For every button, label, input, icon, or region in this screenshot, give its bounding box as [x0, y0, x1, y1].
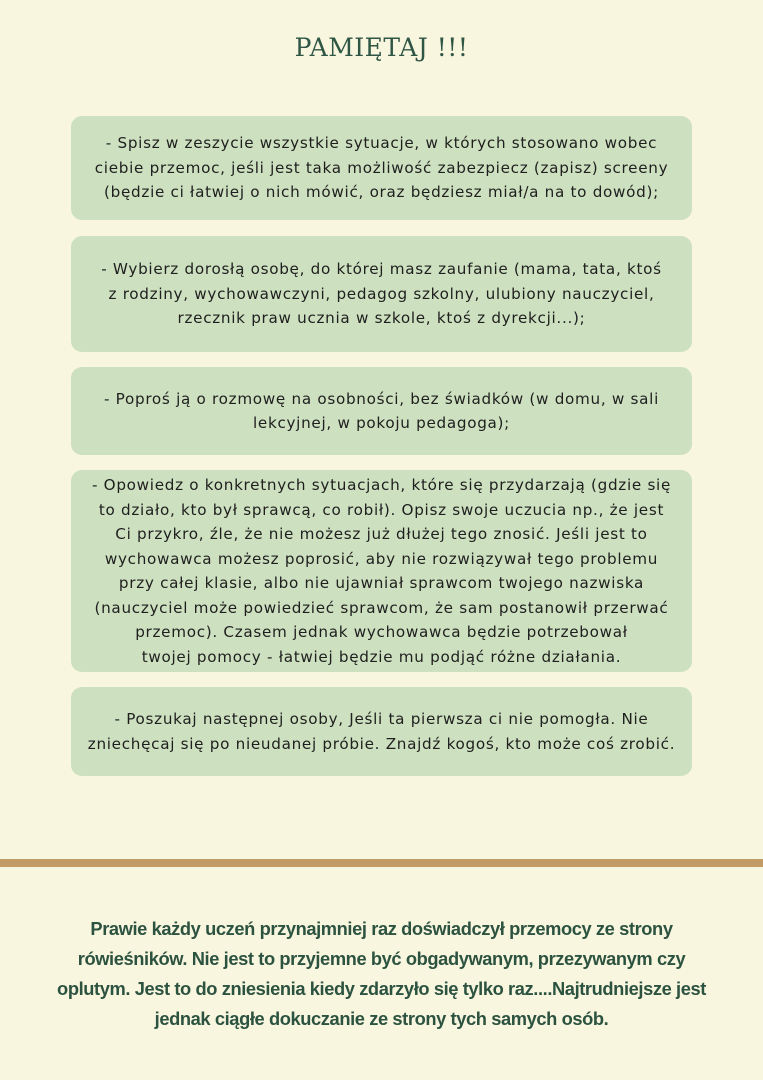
section-divider [0, 859, 763, 867]
tip-box-find-next-person: - Poszukaj następnej osoby, Jeśli ta pierwsza ci nie pomogła. Nie zniechęcaj się po nieudanej próbie. Znajdź kogoś, kto może coś zrobić. [71, 687, 692, 776]
tip-box-record-situations: - Spisz w zeszycie wszystkie sytuacje, w których stosowano wobec ciebie przemoc, jeśli jest taka możliwość zabezpiecz (zapisz) screeny (będzie ci łatwiej o nich mówić, oraz będziesz miał/a na to dowód); [71, 116, 692, 220]
page-title: PAMIĘTAJ !!! [294, 33, 469, 62]
tip-box-choose-trusted-adult: - Wybierz dorosłą osobę, do której masz zaufanie (mama, tata, ktoś z rodziny, wychowawczyni, pedagog szkolny, ulubiony nauczyciel, rzecznik praw ucznia w szkole, ktoś z dyrekcji...); [71, 236, 692, 352]
tip-box-describe-situations: - Opowiedz o konkretnych sytuacjach, które się przydarzają (gdzie się to działo, kto był sprawcą, co robił). Opisz swoje uczucia np., że jest Ci przykro, źle, że nie możesz już dłużej tego znosić. Jeśli jest to wychowawca możesz poprosić, aby nie rozwiązywał tego problemu przy całej klasie, albo nie ujawniał sprawcom twojego nazwiska (nauczyciel może powiedzieć sprawcom, że sam postanowił przerwać przemoc). Czasem jednak wychowawca będzie potrzebował twojej pomocy - łatwiej będzie mu podjąć różne działania. [71, 470, 692, 672]
bullying-note: Prawie każdy uczeń przynajmniej raz doświadczył przemocy ze strony rówieśników. Nie jest to przyjemne być obgadywanym, przezywanym czy oplutym. Jest to do zniesienia kiedy zdarzyło się tylko raz....Najtrudniejsze jest jednak ciągłe dokuczanie ze strony tych samych osób. [57, 918, 706, 1029]
tip-box-ask-private-talk: - Poproś ją o rozmowę na osobności, bez świadków (w domu, w sali lekcyjnej, w pokoju pedagoga); [71, 367, 692, 455]
